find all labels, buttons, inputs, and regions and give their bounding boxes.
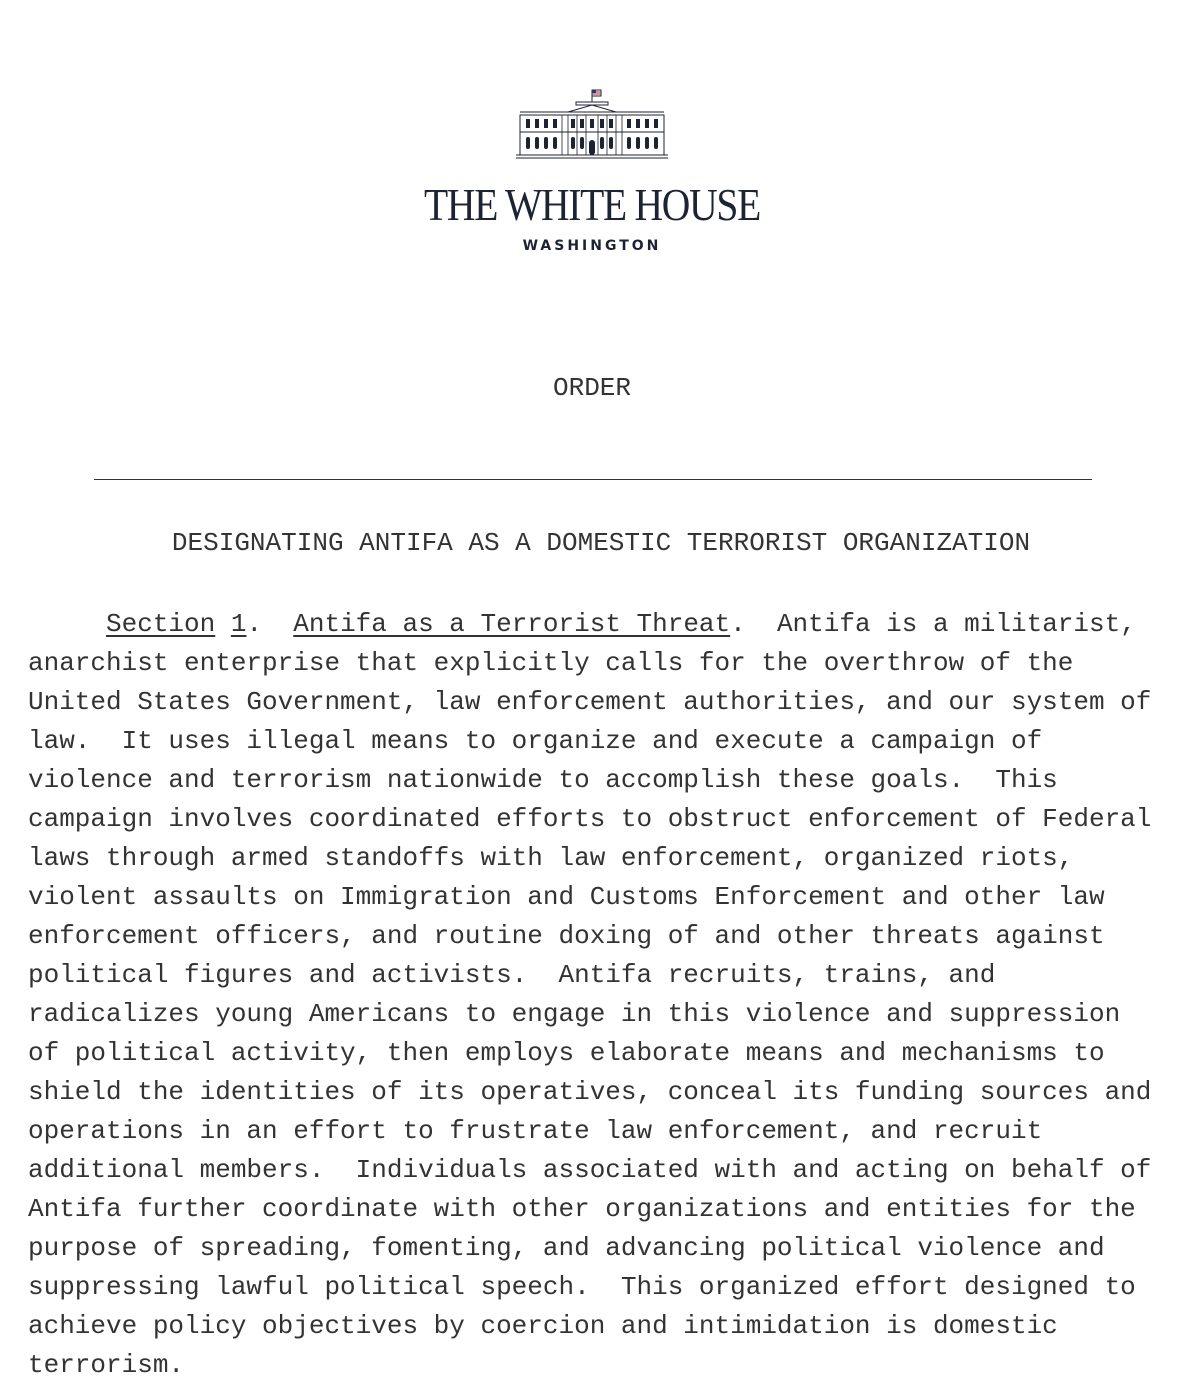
letterhead-title: THE WHITE HOUSE (424, 179, 760, 230)
body-line: campaign involves coordinated efforts to obstruct enforcement of Federal (28, 804, 1152, 834)
body-line: law. It uses illegal means to organize and execute a campaign of (28, 726, 1043, 756)
section-1-body (28, 605, 1168, 1385)
section-word: Section (106, 609, 216, 639)
body-line: operations in an effort to frustrate law enforcement, and recruit (28, 1116, 1043, 1146)
body-line: purpose of spreading, fomenting, and advancing political violence and (28, 1233, 1105, 1263)
body-line: enforcement officers, and routine doxing of and other threats against (28, 921, 1105, 951)
body-line: additional members. Individuals associated with and acting on behalf of (28, 1155, 1152, 1185)
section-number: 1 (230, 609, 247, 639)
title-divider (94, 479, 1092, 480)
body-line: United States Government, law enforcement authorities, and our system of (28, 687, 1152, 717)
section-heading: Antifa as a Terrorist Threat (293, 609, 731, 639)
body-line: violence and terrorism nationwide to accomplish these goals. This (28, 765, 1058, 795)
body-line: suppressing lawful political speech. This organized effort designed to (28, 1272, 1136, 1302)
letterhead (0, 88, 1184, 254)
section-1-first-line: Section 1. Antifa as a Terrorist Threat. Antifa is a militarist, (106, 609, 1136, 639)
white-house-building-icon (516, 88, 668, 164)
body-line: achieve policy objectives by coercion and intimidation is domestic (28, 1311, 1058, 1341)
section-first-line-text: Antifa is a militarist, (776, 609, 1136, 639)
letterhead-subtitle: WASHINGTON (522, 238, 662, 254)
body-line: shield the identities of its operatives, conceal its funding sources and (28, 1077, 1152, 1107)
document-title: DESIGNATING ANTIFA AS A DOMESTIC TERRORIST ORGANIZATION (171, 528, 1031, 558)
document-type-label: ORDER (552, 373, 631, 403)
body-line: of political activity, then employs elaborate means and mechanisms to (28, 1038, 1105, 1068)
body-line: laws through armed standoffs with law enforcement, organized riots, (28, 843, 1074, 873)
body-line: anarchist enterprise that explicitly calls for the overthrow of the (28, 648, 1074, 678)
body-line: political figures and activists. Antifa recruits, trains, and (28, 960, 996, 990)
body-line: violent assaults on Immigration and Customs Enforcement and other law (28, 882, 1105, 912)
body-line: Antifa further coordinate with other organizations and entities for the (28, 1194, 1136, 1224)
body-line: radicalizes young Americans to engage in this violence and suppression (28, 999, 1121, 1029)
body-line: terrorism. (28, 1350, 185, 1380)
